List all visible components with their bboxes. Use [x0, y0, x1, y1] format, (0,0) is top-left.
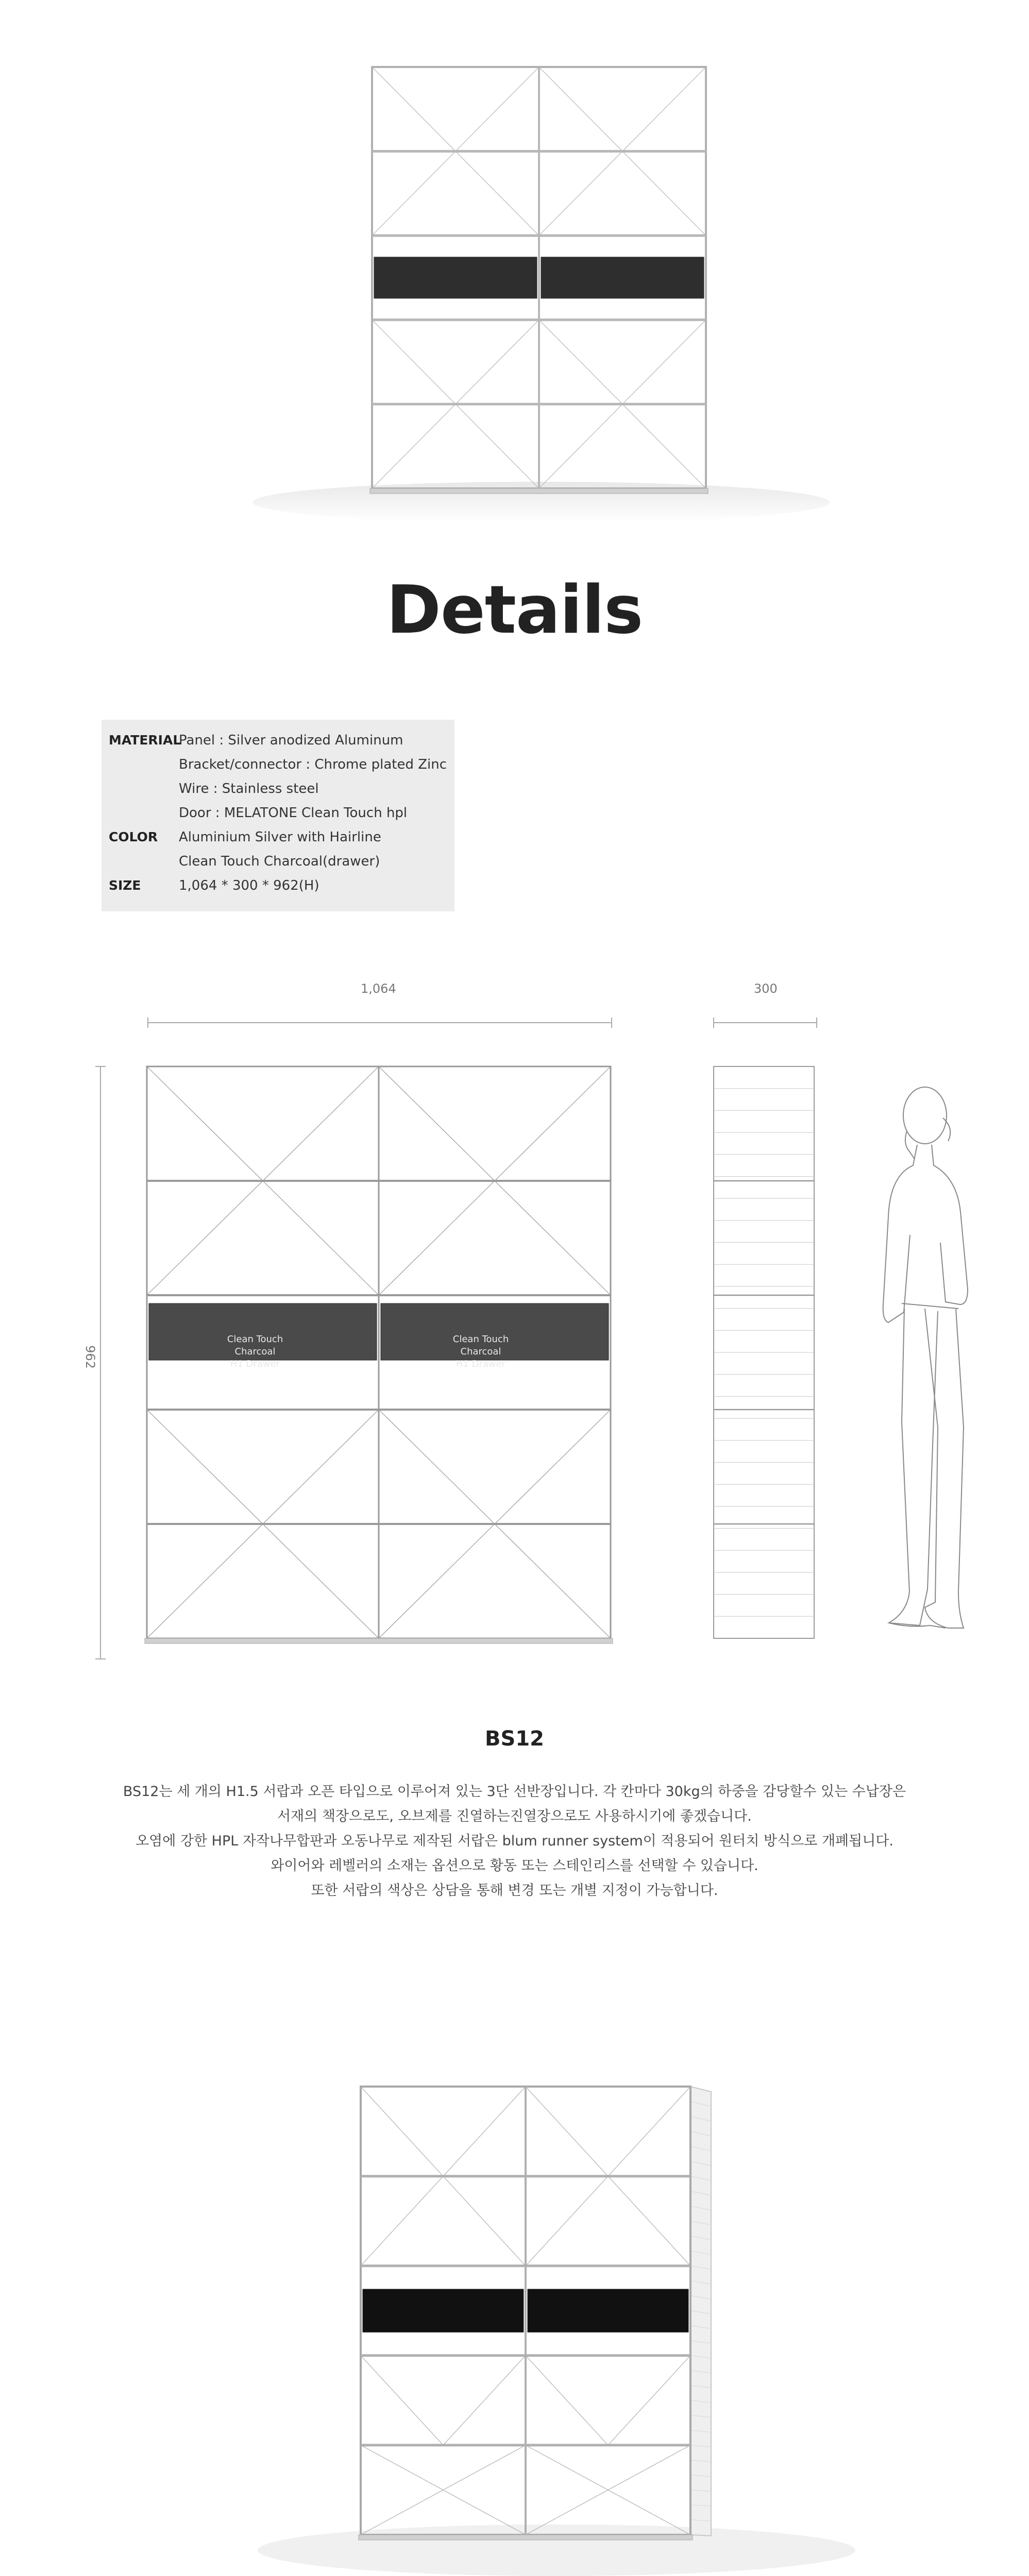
- wire: [379, 1181, 611, 1295]
- description-line: BS12는 세 개의 H1.5 서랍과 오픈 타입으로 이루어져 있는 3단 선반장입니다. 각 칸마다 30kg의 하중을 감당할수 있는 수납장은: [123, 1784, 906, 1800]
- drawer: [363, 2289, 524, 2332]
- description-line: 또한 서랍의 색상은 상담을 통해 변경 또는 개별 지정이 가능합니다.: [311, 1883, 718, 1899]
- spec-value: Bracket/connector : Chrome plated Zinc: [179, 756, 447, 772]
- product-perspective-image-1: [0, 2061, 1029, 2576]
- wire: [539, 404, 706, 488]
- spec-row: [109, 801, 447, 825]
- spec-row: [109, 849, 447, 873]
- spec-row: [109, 873, 447, 897]
- wire: [379, 1524, 611, 1638]
- wire: [372, 151, 539, 236]
- spec-row: [109, 728, 447, 752]
- wire: [147, 1524, 379, 1638]
- drawer: [374, 257, 537, 298]
- wire: [372, 404, 539, 488]
- spec-value: Door : MELATONE Clean Touch hpl: [179, 805, 408, 821]
- spec-value: Wire : Stainless steel: [179, 781, 319, 796]
- spec-row: [109, 776, 447, 801]
- spec-table: [102, 720, 454, 911]
- wire: [147, 1181, 379, 1295]
- drawer-label-right: Clean Touch Charcoal H1 Drawer: [452, 1334, 509, 1369]
- drawer: [528, 2289, 688, 2332]
- height-dimension: 962: [82, 1345, 97, 1369]
- drawer-label-left: Clean Touch Charcoal H1 Drawer: [227, 1334, 283, 1369]
- wire: [379, 1066, 611, 1181]
- wire: [361, 2176, 526, 2266]
- spec-value: 1,064 * 300 * 962(H): [179, 877, 319, 893]
- wire: [147, 1066, 379, 1181]
- wire: [539, 67, 706, 151]
- wire: [379, 1410, 611, 1524]
- wire: [539, 151, 706, 236]
- description-line: 서재의 책장으로도, 오브제를 진열하는진열장으로도 사용하시기에 좋겠습니다.: [277, 1808, 752, 1824]
- wire: [361, 2355, 526, 2445]
- product-front-image: [0, 0, 1029, 556]
- spec-value: Clean Touch Charcoal(drawer): [179, 853, 380, 869]
- spec-value: Aluminium Silver with Hairline: [179, 829, 381, 845]
- details-title: Details: [386, 572, 643, 649]
- spec-row: [109, 752, 447, 776]
- wire: [526, 2176, 690, 2266]
- wire: [539, 320, 706, 404]
- spec-row: [109, 825, 447, 849]
- wire: [372, 67, 539, 151]
- wire: [372, 320, 539, 404]
- shelf-base: [145, 1638, 613, 1643]
- description-line: 와이어와 레벨러의 소재는 옵션으로 황동 또는 스테인리스를 선택할 수 있습니다.: [271, 1858, 758, 1874]
- human-figure: [883, 1087, 968, 1628]
- wire: [526, 2355, 690, 2445]
- wire: [361, 2087, 526, 2176]
- spec-key: MATERIAL: [109, 733, 181, 748]
- width-dimension: 1,064: [361, 981, 396, 996]
- product-name: BS12: [485, 1727, 544, 1751]
- spec-value: Panel : Silver anodized Aluminum: [179, 732, 403, 748]
- wire: [147, 1410, 379, 1524]
- spec-key: COLOR: [109, 829, 158, 844]
- spec-key: SIZE: [109, 878, 141, 893]
- shelf-base: [370, 488, 708, 494]
- drawer: [541, 257, 704, 298]
- wire: [526, 2087, 690, 2176]
- depth-dimension: 300: [754, 981, 778, 996]
- description-line: 오염에 강한 HPL 자작나무합판과 오동나무로 제작된 서랍은 blum runner system이 적용되어 원터치 방식으로 개폐됩니다.: [136, 1833, 893, 1849]
- shelf-base: [359, 2535, 693, 2540]
